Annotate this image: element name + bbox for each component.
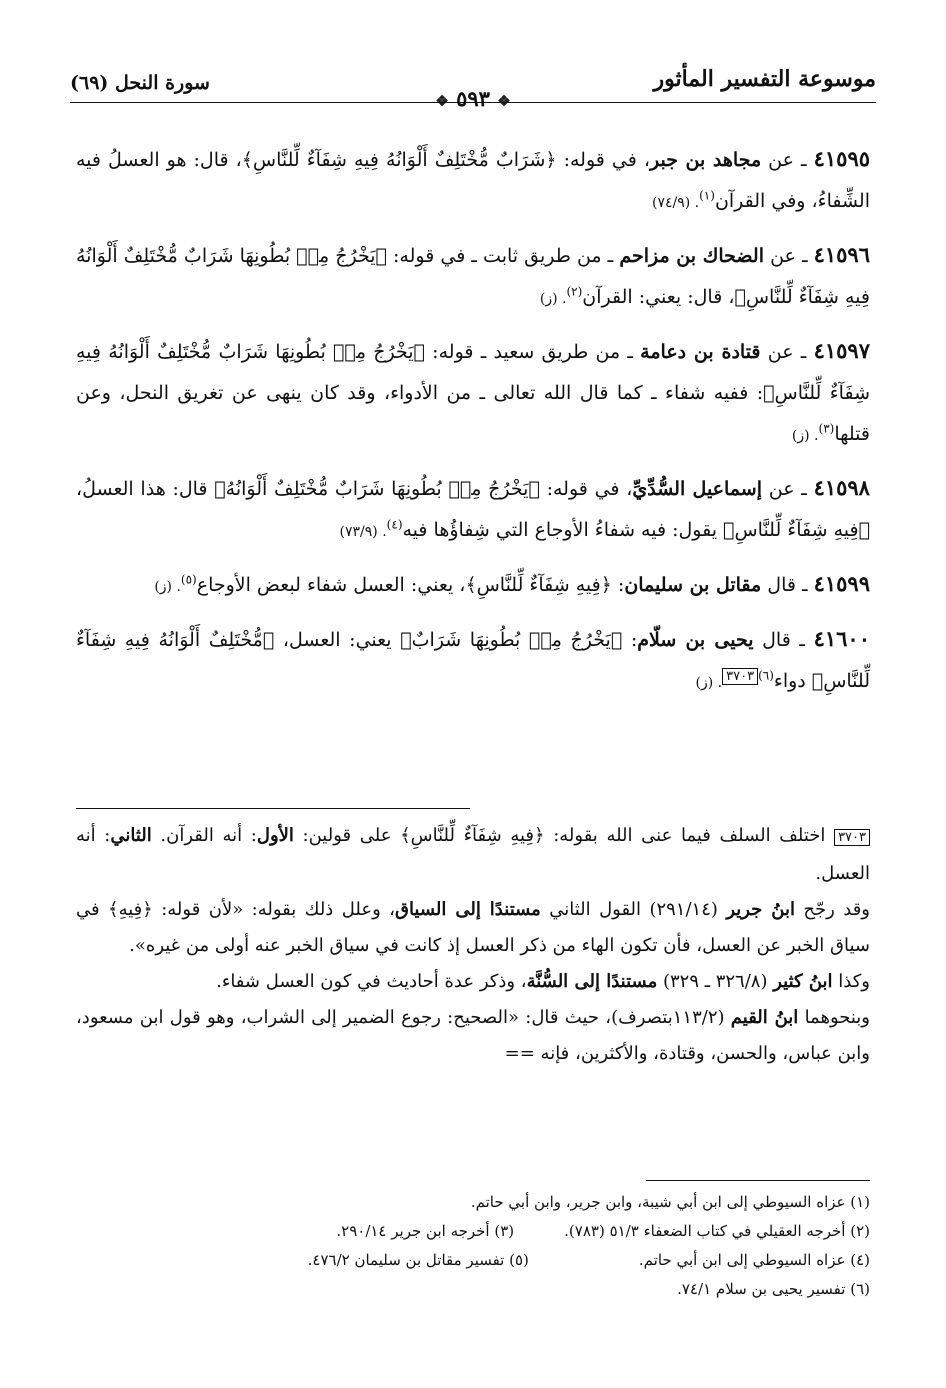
commentary-text: (١١٣/٢بتصرف)، حيث قال: «الصحيح: رجوع الضمير إلى الشراب، وهو قول ابن مسعود، وابن عباس، والحسن، وقتادة، والأكثرين، فإنه == <box>76 1007 870 1064</box>
commentary-box-marker[interactable]: ٣٧٠٣ <box>722 668 758 685</box>
page-number-block <box>70 86 876 111</box>
footnote-4: (٤) عزاه السيوطي إلى ابن أبي حاتم. <box>638 1251 870 1269</box>
entry-reference: . (٧٤/٩) <box>651 195 700 211</box>
quran-quote: ﴿فِيهِ شِفَآءٌ لِّلنَّاسِ﴾ <box>465 574 612 596</box>
entry-41596 <box>76 234 870 320</box>
entry-source: مقاتل بن سليمان <box>624 574 762 596</box>
quran-quote: ﴿يَخْرُجُ مِنۢ بُطُونِهَا شَرَابٌ﴾ <box>400 629 623 651</box>
entry-reference: . (ز) <box>539 291 567 307</box>
commentary-text: (٣٢٦/٨ ـ ٣٢٩) <box>657 971 774 992</box>
commentary-paragraph <box>76 892 870 964</box>
entry-text: : <box>622 629 638 651</box>
entry-text: ـ عن <box>763 245 814 267</box>
commentary-bold: الأول <box>256 825 294 846</box>
footnote-5: (٥) تفسير مقاتل بن سليمان ٤٧٦/٢. <box>307 1251 529 1269</box>
entry-text: ـ قال <box>753 629 814 651</box>
entry-reference: . (٧٣/٩) <box>339 524 387 540</box>
commentary-bold: ابنُ كثير <box>773 971 833 992</box>
commentary-bold: مستندًا إلى السياق <box>394 899 541 920</box>
entry-41600 <box>76 618 870 704</box>
entry-reference: . (ز) <box>791 428 819 444</box>
ornament-right-icon: ❖ <box>497 92 511 110</box>
quran-quote: ﴿يَخْرُجُ مِنۢ بُطُونِهَا شَرَابٌ مُّخْتَلِفٌ أَلْوَانُهُ فِيهِ شِفَآءٌ لِّلنَّاسِ﴾ <box>76 341 870 404</box>
entry-text: ـ من طريق ثابت ـ في قوله: <box>386 245 620 267</box>
commentary-text: وبنحوهما <box>798 1007 871 1028</box>
commentary-text: اختلف السلف فيما عنى الله بقوله: ﴿فِيهِ شِفَآءٌ لِّلنَّاسِ﴾ على قولين: <box>293 825 835 846</box>
entry-text: : ففيه شفاء ـ كما قال الله تعالى ـ من الأدواء، وقد كان ينهى عن تغريق النحل، وعن قتلها <box>76 382 870 445</box>
commentary-box-label: ٣٧٠٣ <box>834 829 870 846</box>
footnote-row <box>76 1246 870 1275</box>
footnote-marker[interactable]: (١) <box>699 188 715 203</box>
entry-number: ٤١٥٩٦ <box>813 242 870 267</box>
ornament-left-icon: ❖ <box>435 92 449 110</box>
commentary-text: : أنه القرآن. <box>151 825 257 846</box>
surah-label: سورة النحل (٦٩) <box>70 72 210 94</box>
commentary-text: وكذا <box>832 971 870 992</box>
footnote-6: (٦) تفسير يحيى بن سلام ٧٤/١. <box>677 1280 870 1298</box>
commentary-paragraph <box>76 964 870 1000</box>
commentary-bold: مستندًا إلى السُّنَّة <box>526 971 658 992</box>
entry-text: ، قال: هو العسلُ فيه الشِّفاءُ، وفي القرآن <box>76 149 870 212</box>
entry-text: ـ من طريق سعيد ـ قوله: <box>424 341 641 363</box>
entry-text: ـ عن <box>760 341 814 363</box>
footnote-marker[interactable]: (٥) <box>180 572 197 587</box>
page-number: ٥٩٣ <box>456 86 490 111</box>
entry-text: ـ عن <box>762 478 814 500</box>
footnotes <box>76 1188 870 1304</box>
entry-text: ، في قوله: <box>539 478 633 500</box>
header-rule <box>70 102 876 103</box>
commentary-text: وقد رجّح <box>794 899 870 920</box>
entry-number: ٤١٥٩٥ <box>813 146 871 171</box>
footnote-row <box>76 1217 870 1246</box>
entry-41597 <box>76 330 870 457</box>
quran-quote: ﴿شَرَابٌ مُّخْتَلِفٌ أَلْوَانُهُ فِيهِ شِفَآءٌ لِّلنَّاسِ﴾ <box>241 149 557 171</box>
entry-text: يعني: العسل، ﴿مُّخْتَلِفٌ أَلْوَانُهُ فِيهِ شِفَآءٌ لِّلنَّاسِ﴾ دواء <box>76 629 870 692</box>
entry-41599 <box>76 563 870 608</box>
main-text <box>76 138 870 714</box>
commentary-text: ، وذكر عدة أحاديث في كون العسل شفاء. <box>216 971 527 992</box>
commentary-text: : أنه العسل. <box>76 825 870 884</box>
commentary-paragraph <box>76 1000 870 1072</box>
footnote-marker[interactable]: (٤) <box>386 517 403 532</box>
entry-source: قتادة بن دعامة <box>640 341 761 363</box>
entry-number: ٤١٥٩٩ <box>813 571 870 596</box>
commentary-text: ، وعلل ذلك بقوله: «لأن قوله: ﴿فِيهِ﴾ في سياق الخبر عن العسل، فأن تكون الهاء من ذكر العسل إذ كانت في سياق الخبر عنه أولى من غيره». <box>76 899 870 956</box>
book-title: موسوعة التفسير المأثور <box>653 66 876 92</box>
entry-number: ٤١٥٩٧ <box>813 338 870 363</box>
entry-reference: . (ز) <box>154 579 181 595</box>
commentary-paragraph <box>76 818 870 892</box>
entry-source: يحيى بن سلّام <box>637 629 754 651</box>
entry-text: ـ عن <box>761 149 814 171</box>
entry-text: ، يعني: العسل شفاء لبعض الأوجاع <box>196 574 466 596</box>
entry-text: ، في قوله: <box>556 149 650 171</box>
footnote-2: (٢) أخرجه العقيلي في كتاب الضعفاء ٥١/٣ (٧٨٣). <box>564 1222 870 1240</box>
footnote-1: (١) عزاه السيوطي إلى ابن أبي شيبة، وابن جرير، وابن أبي حاتم. <box>470 1193 870 1211</box>
entry-source: مجاهد بن جبر <box>649 149 762 171</box>
commentary-bold: ابنُ جرير <box>726 899 795 920</box>
entry-reference: . (ز) <box>695 675 723 691</box>
commentary-block <box>76 818 870 1072</box>
commentary-bold: ابنُ القيم <box>730 1007 799 1028</box>
footnote-separator <box>646 1180 870 1181</box>
entry-text: : <box>611 574 625 596</box>
footnote-3: (٣) أخرجه ابن جرير ٢٩٠/١٤. <box>336 1222 515 1240</box>
running-header <box>70 62 876 114</box>
entry-source: الضحاك بن مزاحم <box>619 245 764 267</box>
quran-quote: ﴿يَخْرُجُ مِنۢ بُطُونِهَا شَرَابٌ مُّخْتَلِفٌ أَلْوَانُهُ فِيهِ شِفَآءٌ لِّلنَّاسِ﴾ <box>76 245 870 308</box>
entry-41595 <box>76 138 870 224</box>
entry-number: ٤١٦٠٠ <box>813 626 870 651</box>
footnote-marker[interactable]: (٣) <box>818 421 835 436</box>
commentary-text: (٢٩١/١٤) القول الثاني <box>540 899 727 920</box>
commentary-bold: الثاني <box>110 825 152 846</box>
entry-source: إسماعيل السُّدِّيِّ <box>632 478 762 500</box>
entry-text: ـ قال <box>761 574 814 596</box>
entry-number: ٤١٥٩٨ <box>813 475 870 500</box>
footnote-marker[interactable]: (٢) <box>566 284 583 299</box>
commentary-separator <box>76 808 470 809</box>
quran-quote: ﴿يَخْرُجُ مِنۢ بُطُونِهَا شَرَابٌ مُّخْتَلِفٌ أَلْوَانُهُ﴾ <box>214 478 540 500</box>
entry-text: ، قال: يعني: القرآن <box>582 286 735 308</box>
footnote-marker[interactable]: (٦) <box>758 668 774 683</box>
entry-41598 <box>76 467 870 553</box>
entry-text: قال: هذا العسلُ، ﴿فِيهِ شِفَآءٌ لِّلنَّاسِ﴾ يقول: فيه شفاءُ الأوجاع التي شِفاؤُها فيه <box>76 478 870 541</box>
